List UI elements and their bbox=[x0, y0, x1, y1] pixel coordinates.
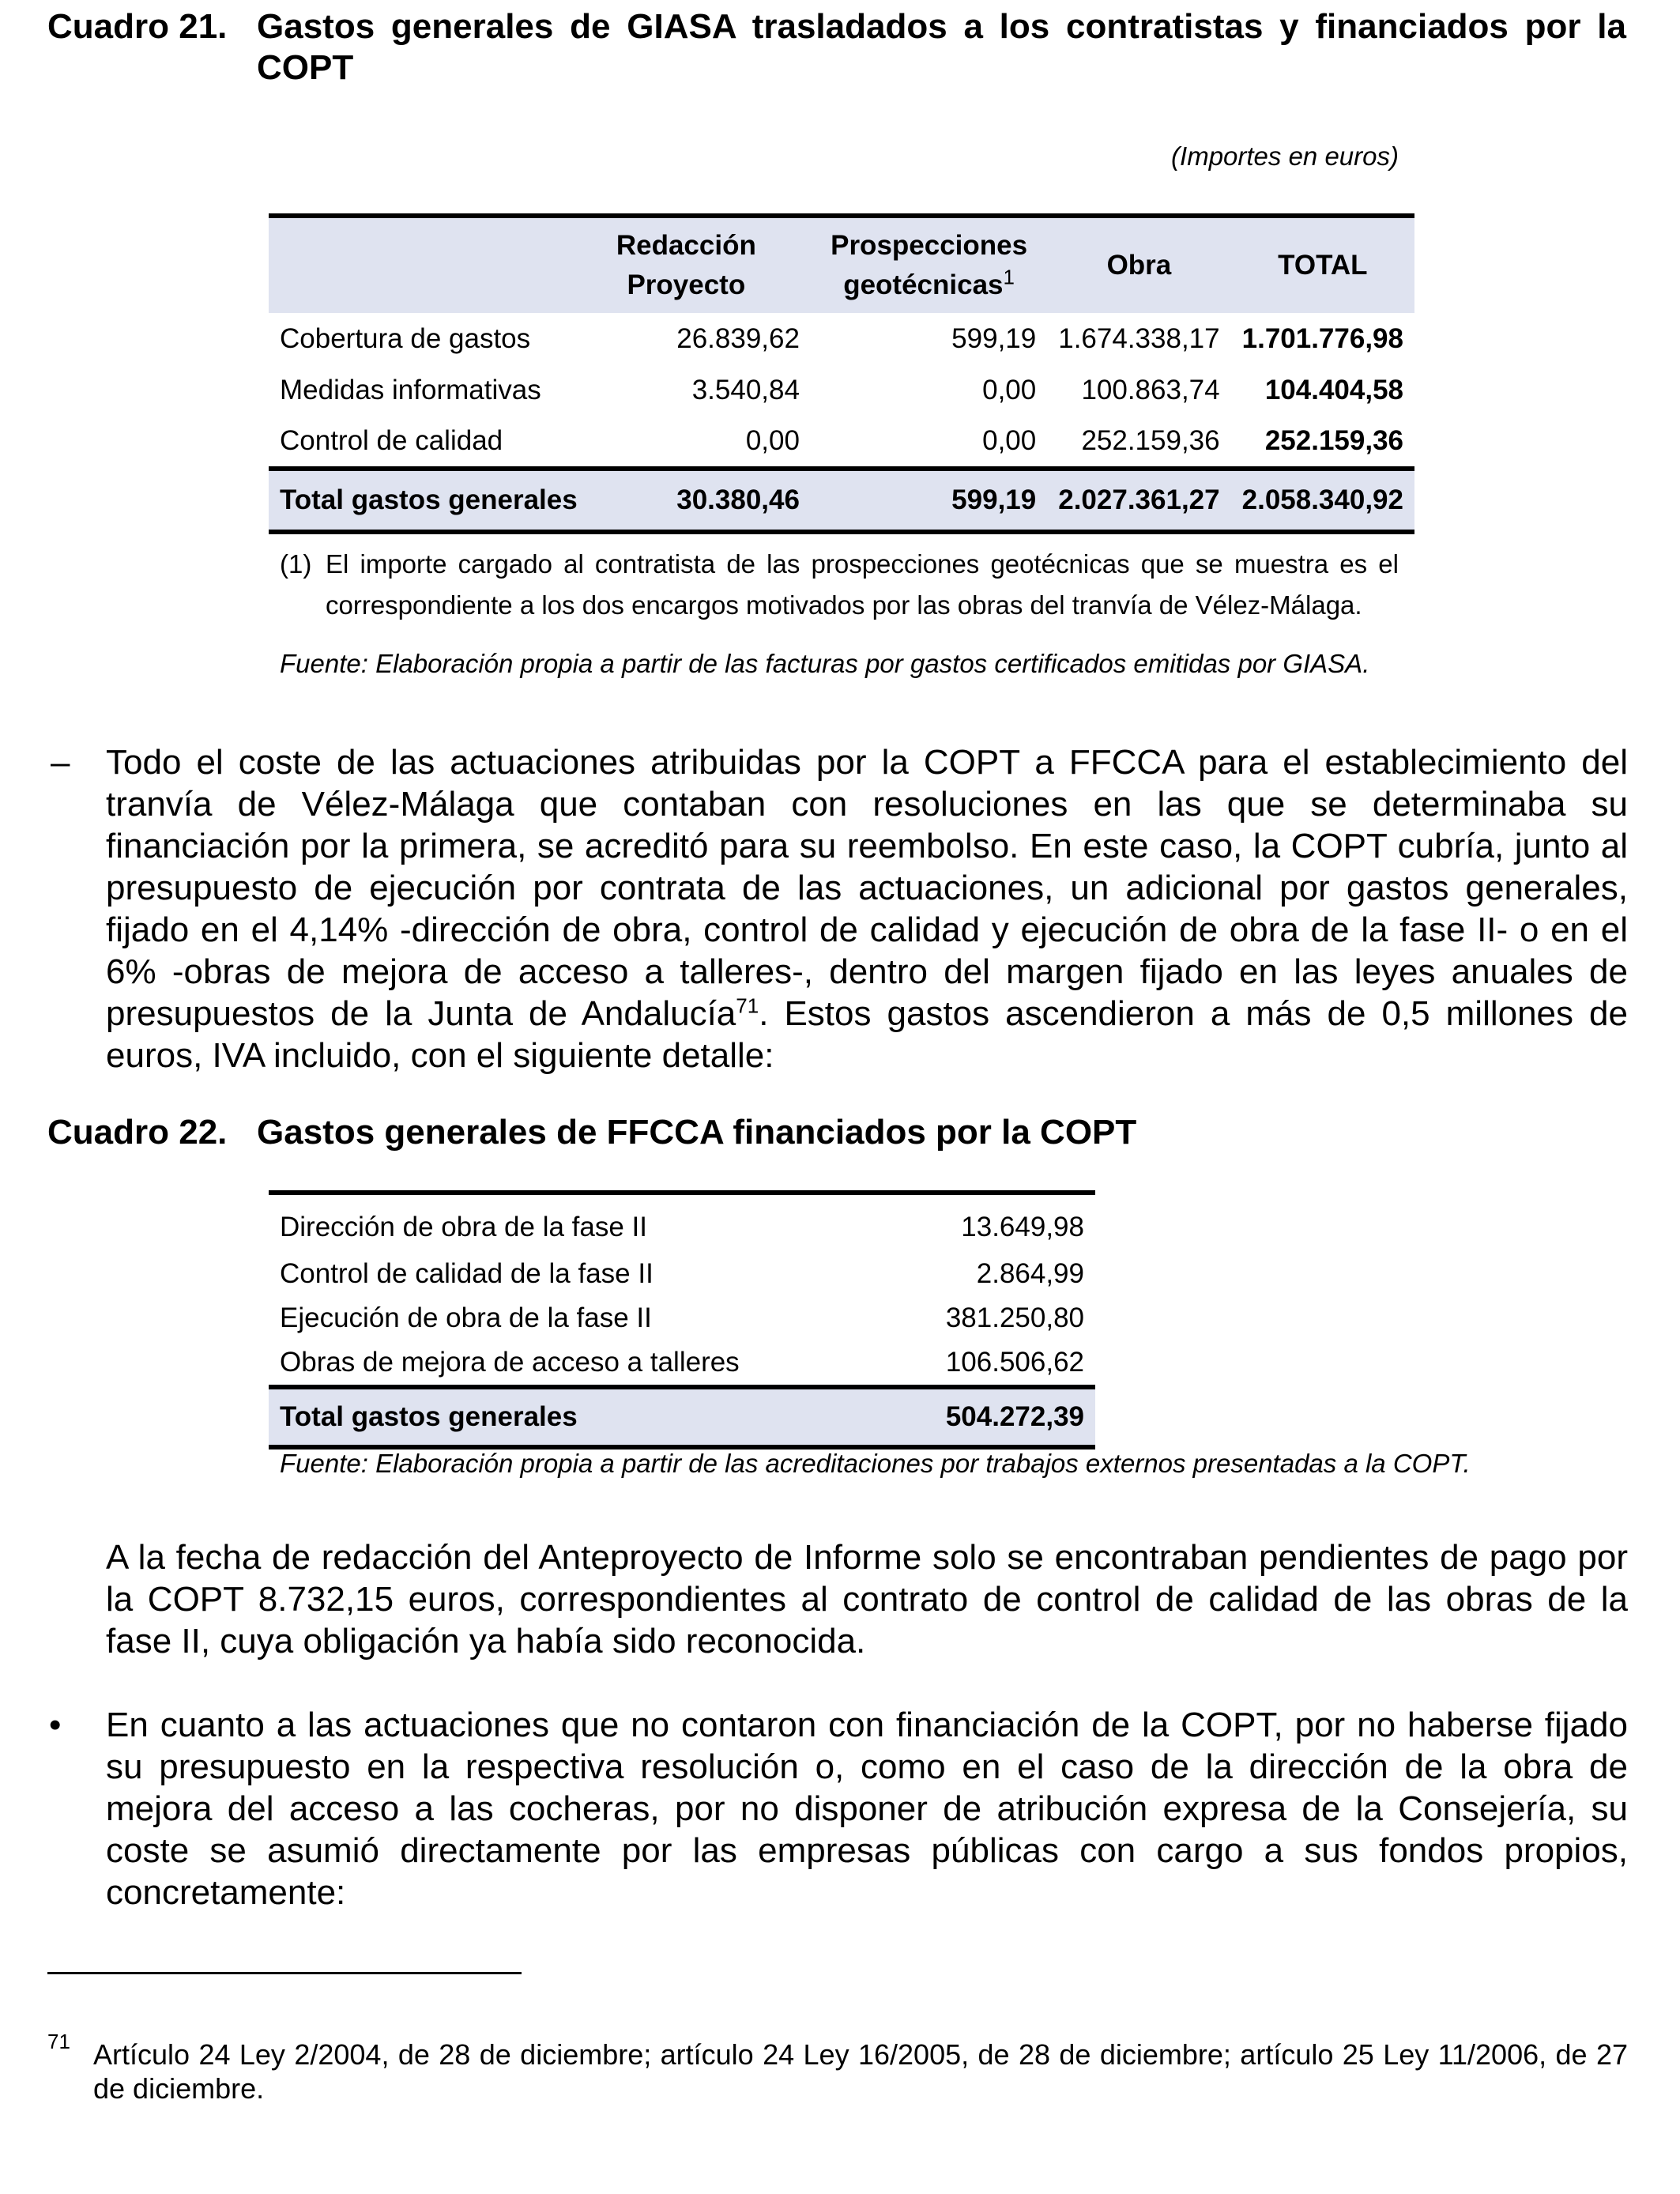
row-prospecciones: 0,00 bbox=[982, 425, 1037, 456]
footnote-text: Artículo 24 Ley 2/2004, de 28 de diciembre; artículo 24 Ley 16/2005, de 28 de diciembre; artículo 25 Ley 11/2006, de 27 de diciembre. bbox=[93, 2038, 1628, 2105]
dash-paragraph bbox=[106, 741, 1628, 1076]
cuadro-21-note-marker: (1) bbox=[280, 549, 312, 579]
cuadro-21-title bbox=[47, 6, 1626, 93]
footnote-number: 71 bbox=[47, 2030, 70, 2053]
cuadro-21-note bbox=[280, 544, 1399, 626]
cuadro-21-note-text: El importe cargado al contratista de las prospecciones geotécnicas que se muestra es el correspondiente a los dos encargos motivados por las obras del tranvía de Vélez-Málaga. bbox=[326, 549, 1399, 620]
total-prospecciones: 599,19 bbox=[811, 469, 1047, 532]
row-value: 2.864,99 bbox=[976, 1258, 1084, 1289]
cuadro-21-table bbox=[269, 213, 1414, 534]
row-obra: 1.674.338,17 bbox=[1058, 323, 1220, 354]
table-row bbox=[269, 416, 1414, 469]
row-value: 106.506,62 bbox=[945, 1347, 1084, 1378]
row-redaccion: 26.839,62 bbox=[676, 323, 800, 354]
row-prospecciones: 599,19 bbox=[951, 323, 1037, 354]
row-value: 13.649,98 bbox=[869, 1193, 1095, 1252]
total-value: 504.272,39 bbox=[869, 1387, 1095, 1447]
row-obra: 252.159,36 bbox=[1081, 425, 1220, 456]
header-prospecciones-line1: Prospecciones bbox=[831, 230, 1028, 261]
cuadro-21-source: Fuente: Elaboración propia a partir de las facturas por gastos certificados emitidas por GIASA. bbox=[280, 649, 1370, 678]
cuadro-22-title-text: Gastos generales de FFCCA financiados por la COPT bbox=[257, 1113, 1137, 1152]
total-obra: 2.027.361,27 bbox=[1047, 469, 1230, 532]
dash-paragraph-text-1: Todo el coste de las actuaciones atribuidas por la COPT a FFCCA para el establecimiento del tranvía de Vélez-Málaga que contaban con resoluciones en las que se determinaba su financiación por la primera, se acreditó para su reembolso. En este caso, la COPT cubría, junto al presupuesto de ejecución por contrata de las actuaciones, un adicional por gastos generales, fijado en el 4,14% -dirección de obra, control de calidad y ejecución de obra de la fase II- o en el 6% -obras de mejora de acceso a talleres-, dentro del margen fijado en las leyes anuales de presupuestos de la Junta de Andalucía bbox=[106, 743, 1628, 1033]
row-label: Obras de mejora de acceso a talleres bbox=[280, 1347, 740, 1378]
header-empty bbox=[269, 216, 589, 313]
cuadro-21-number: Cuadro 21. bbox=[47, 7, 228, 46]
header-redaccion bbox=[589, 216, 811, 313]
row-total: 252.159,36 bbox=[1264, 425, 1403, 456]
table-row bbox=[269, 1340, 1095, 1387]
table-header-row bbox=[269, 216, 1414, 313]
row-value: 381.250,80 bbox=[945, 1302, 1084, 1333]
row-redaccion: 0,00 bbox=[745, 425, 800, 456]
row-redaccion: 3.540,84 bbox=[691, 375, 800, 405]
total-label: Total gastos generales bbox=[269, 469, 589, 532]
footnote-rule bbox=[47, 1972, 522, 1974]
header-redaccion-line2: Proyecto bbox=[627, 270, 746, 300]
row-label: Control de calidad bbox=[280, 425, 503, 456]
pending-paragraph: A la fecha de redacción del Anteproyecto de Informe solo se encontraban pendientes de pago por la COPT 8.732,15 euros, correspondientes al contrato de control de calidad de las obras de la fase II, cuya obligación ya había sido reconocida. bbox=[106, 1538, 1628, 1661]
dash-marker: – bbox=[51, 743, 70, 782]
row-label: Ejecución de obra de la fase II bbox=[280, 1302, 652, 1333]
total-label: Total gastos generales bbox=[269, 1387, 869, 1447]
row-obra: 100.863,74 bbox=[1081, 375, 1220, 405]
table-row bbox=[269, 365, 1414, 416]
header-prospecciones-line2-wrap bbox=[816, 266, 1042, 305]
header-prospecciones bbox=[811, 216, 1047, 313]
row-prospecciones: 0,00 bbox=[982, 375, 1037, 405]
table-total-row bbox=[269, 1387, 1095, 1447]
bullet-marker: • bbox=[49, 1706, 62, 1744]
header-prospecciones-sup: 1 bbox=[1003, 265, 1015, 289]
cuadro-22-table bbox=[269, 1190, 1095, 1449]
cuadro-22-title bbox=[47, 1112, 1626, 1156]
header-total: TOTAL bbox=[1231, 216, 1414, 313]
cuadro-21-units: (Importes en euros) bbox=[1171, 141, 1399, 171]
table-row bbox=[269, 1193, 1095, 1252]
total-redaccion: 30.380,46 bbox=[589, 469, 811, 532]
row-label: Dirección de obra de la fase II bbox=[269, 1193, 869, 1252]
cuadro-22-number: Cuadro 22. bbox=[47, 1113, 228, 1152]
row-label: Control de calidad de la fase II bbox=[280, 1258, 654, 1289]
row-total: 1.701.776,98 bbox=[1241, 323, 1403, 354]
bullet-paragraph: En cuanto a las actuaciones que no contaron con financiación de la COPT, por no haberse fijado su presupuesto en la respectiva resolución o, como en el caso de la dirección de la obra de mejora del acceso a las cocheras, por no disponer de atribución expresa de la Consejería, su coste se asumió directamente por las empresas públicas con cargo a sus fondos propios, concretamente: bbox=[106, 1706, 1628, 1912]
table-row bbox=[269, 1296, 1095, 1340]
footnote-ref-71[interactable]: 71 bbox=[736, 993, 759, 1018]
dash-paragraph-text-2: . Estos gastos ascendieron a más de 0,5 millones de euros, IVA incluido, con el siguiente detalle: bbox=[106, 994, 1628, 1075]
total-total: 2.058.340,92 bbox=[1231, 469, 1414, 532]
cuadro-22-source: Fuente: Elaboración propia a partir de las acreditaciones por trabajos externos presentadas a la COPT. bbox=[280, 1449, 1471, 1478]
table-row bbox=[269, 313, 1414, 365]
row-label: Cobertura de gastos bbox=[280, 323, 531, 354]
row-label: Medidas informativas bbox=[280, 375, 541, 405]
row-total: 104.404,58 bbox=[1264, 375, 1403, 405]
table-total-row bbox=[269, 469, 1414, 532]
header-obra: Obra bbox=[1047, 216, 1230, 313]
header-redaccion-line1: Redacción bbox=[616, 230, 756, 261]
header-prospecciones-line2: geotécnicas bbox=[843, 270, 1004, 300]
table-row bbox=[269, 1252, 1095, 1296]
cuadro-21-title-text: Gastos generales de GIASA trasladados a los contratistas y financiados por la COPT bbox=[257, 7, 1626, 87]
